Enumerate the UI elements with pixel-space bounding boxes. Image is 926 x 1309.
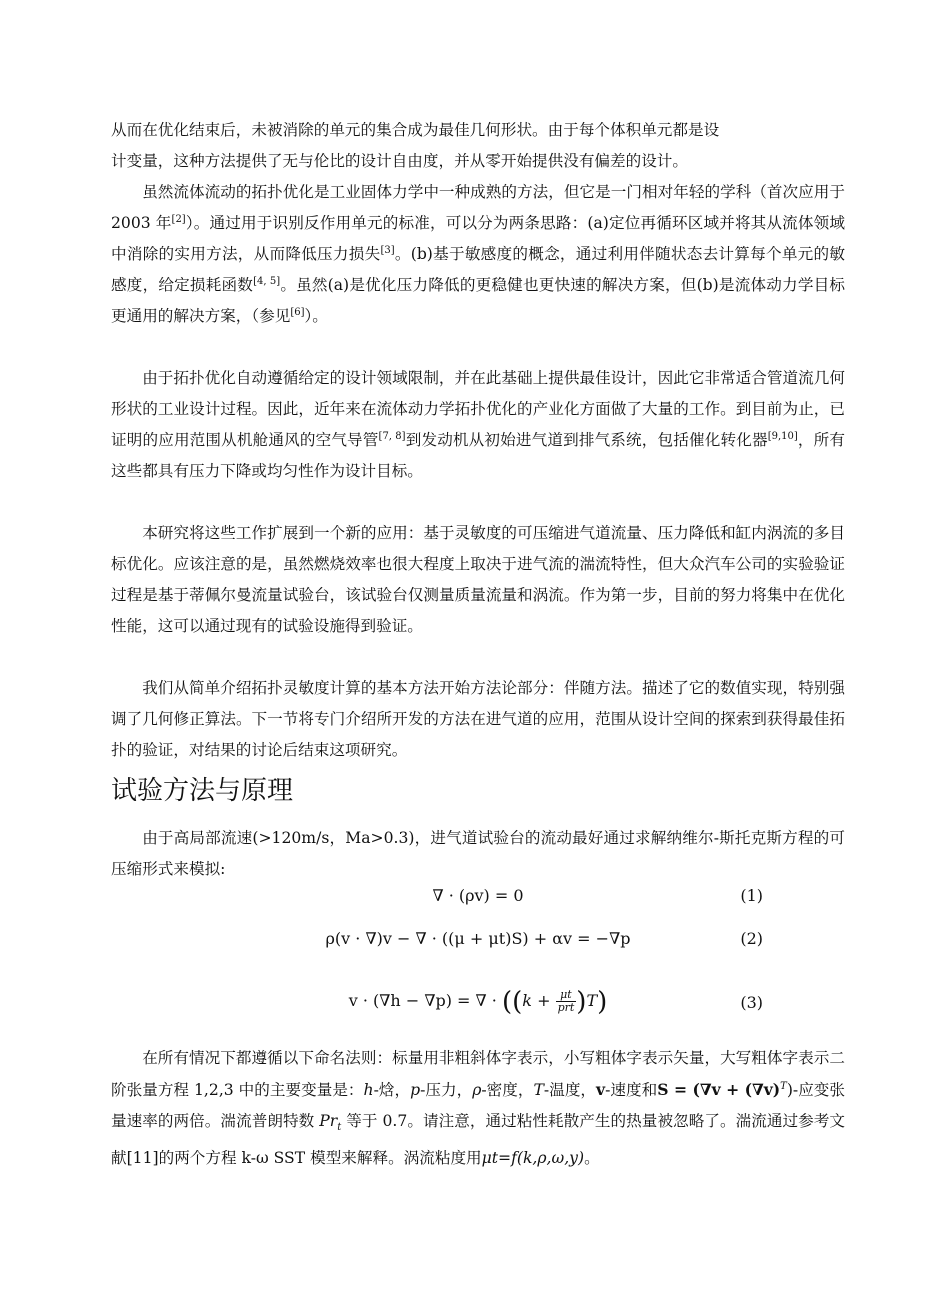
paragraph-5	[111, 673, 845, 766]
p2-text-c: 。(b)基于敏感度的概念，通过利用伴随状态去计算每个单元的敏感度，给定损耗函数	[111, 245, 845, 294]
equation-3-T: T	[586, 991, 598, 1010]
equation-3-frac-top: μt	[556, 989, 577, 1002]
p7-text-end: 。	[584, 1149, 600, 1168]
p7-text-d: -密度，	[481, 1081, 534, 1099]
equation-3-body: v · (∇h − ∇p) = ∇ · ((k + $\frac{\mu t}{\text{prt}}$ )T)	[348, 987, 608, 1017]
var-T: T	[533, 1081, 544, 1099]
eddy-viscosity-formula: μt=f(k,ρ,ω,y)	[481, 1149, 585, 1168]
p2-text-d: 。虽然(a)是优化压力降低的更稳健也更快速的解决方案，但(b)是流体动力学目标更通用的解决方案，（参见	[111, 276, 845, 325]
citation-3: [3]	[380, 245, 395, 256]
p3-text-c: ，所有这些都具有压力下降或均匀性作为设计目标。	[111, 431, 845, 480]
paragraph-4	[111, 518, 845, 642]
equation-1	[111, 886, 845, 920]
var-p: p	[410, 1081, 421, 1099]
paragraph-6	[111, 823, 845, 885]
equation-1-body: ∇ · (ρv) = 0	[432, 886, 524, 905]
equation-3	[111, 985, 845, 1025]
p3-text-b: 到发动机从初始进气道到排气系统，包括催化转化器	[405, 431, 768, 449]
paragraph-2	[111, 177, 845, 332]
p7-text-g: -应变张量速率的两倍。湍流普朗特数	[111, 1081, 846, 1130]
paragraph-3	[111, 363, 845, 487]
p7-text-c: -压力，	[420, 1081, 473, 1099]
equation-3-number: (3)	[740, 993, 763, 1012]
var-Pr: Pr	[319, 1112, 338, 1130]
equation-3-frac-bottom: prt	[557, 1001, 575, 1014]
equation-1-number: (1)	[740, 886, 763, 905]
citation-2: [2]	[171, 214, 186, 225]
var-S-close: )	[786, 1081, 793, 1099]
var-h: h	[363, 1081, 374, 1099]
equation-3-lhs: v · (∇h − ∇p) = ∇ ·	[348, 991, 502, 1010]
paragraph-7	[111, 1043, 845, 1174]
var-Pr-sub: t	[337, 1122, 342, 1134]
paragraph-1-line-1: 从而在优化结束后，未被消除的单元的集合成为最佳几何形状。由于每个体积单元都是设	[111, 121, 720, 139]
equation-3-fraction	[556, 989, 577, 1014]
p7-text-a: 在所有情况下都遵循以下命名法则：标量用非粗斜体字表示，小写粗体字表示矢量，大写粗体字表示二阶张量方程 1,2,3 中的主要变量是：	[111, 1049, 845, 1099]
citation-4-5: [4, 5]	[253, 276, 281, 287]
paragraph-6-text: 由于高局部流速(>120m/s，Ma>0.3)，进气道试验台的流动最好通过求解纳维尔-斯托克斯方程的可压缩形式来模拟:	[111, 829, 845, 878]
equation-3-k: k +	[522, 991, 551, 1010]
p2-text-a: 虽然流体流动的拓扑优化是工业固体力学中一种成熟的方法，但它是一门相对年轻的学科（首次应用于 2003 年	[111, 183, 845, 232]
transpose-T: T	[780, 1081, 787, 1092]
equation-2-body: ρ(v · ∇)v − ∇ · ((μ + μt)S) + αv = −∇p	[325, 929, 631, 948]
section-heading: 试验方法与原理	[111, 776, 294, 806]
var-rho: ρ	[472, 1081, 482, 1099]
paragraph-1	[111, 115, 845, 177]
citation-9-10: [9,10]	[767, 431, 798, 442]
p7-text-b: -焓，	[373, 1081, 411, 1099]
p3-text-a: 由于拓扑优化自动遵循给定的设计领域限制，并在此基础上提供最佳设计，因此它非常适合管道流几何形状的工业设计过程。因此，近年来在流体动力学拓扑优化的产业化方面做了大量的工作。到目前为止，已证明的应用范围从机舱通风的空气导管	[111, 369, 845, 449]
p2-text-b: ）。通过用于识别反作用单元的标准，可以分为两条思路：(a)定位再循环区域并将其从流体领域中消除的实用方法，从而降低压力损失	[111, 214, 845, 263]
paragraph-4-text: 本研究将这些工作扩展到一个新的应用：基于灵敏度的可压缩进气道流量、压力降低和缸内涡流的多目标优化。应该注意的是，虽然燃烧效率也很大程度上取决于进气流的湍流特性，但大众汽车公司的实验验证过程是基于蒂佩尔曼流量试验台，该试验台仅测量质量流量和涡流。作为第一步，目前的努力将集中在优化性能，这可以通过现有的试验设施得到验证。	[111, 524, 845, 635]
paragraph-1-line-2: 计变量，这种方法提供了无与伦比的设计自由度，并从零开始提供没有偏差的设计。	[111, 152, 688, 170]
equation-2	[111, 929, 845, 963]
paragraph-5-text: 我们从简单介绍拓扑灵敏度计算的基本方法开始方法论部分：伴随方法。描述了它的数值实现，特别强调了几何修正算法。下一节将专门介绍所开发的方法在进气道的应用，范围从设计空间的探索到获得最佳拓扑的验证，对结果的讨论后结束这项研究。	[111, 679, 845, 759]
p2-text-e: ）。	[304, 307, 328, 325]
citation-6: [6]	[290, 307, 305, 318]
var-S: S = (∇v + (∇v)	[657, 1080, 781, 1099]
equation-2-number: (2)	[740, 929, 763, 948]
p7-text-f: -速度和	[605, 1081, 658, 1099]
p7-text-h: 等于 0.7。请注意，通过粘性耗散产生的热量被忽略了。湍流通过参考文献[11]的两个方程 k-ω SST 模型来解释。涡流粘度用	[111, 1112, 845, 1168]
p7-text-e: -温度，	[543, 1081, 597, 1099]
var-v: v	[596, 1080, 606, 1099]
citation-7-8: [7, 8]	[378, 431, 406, 442]
